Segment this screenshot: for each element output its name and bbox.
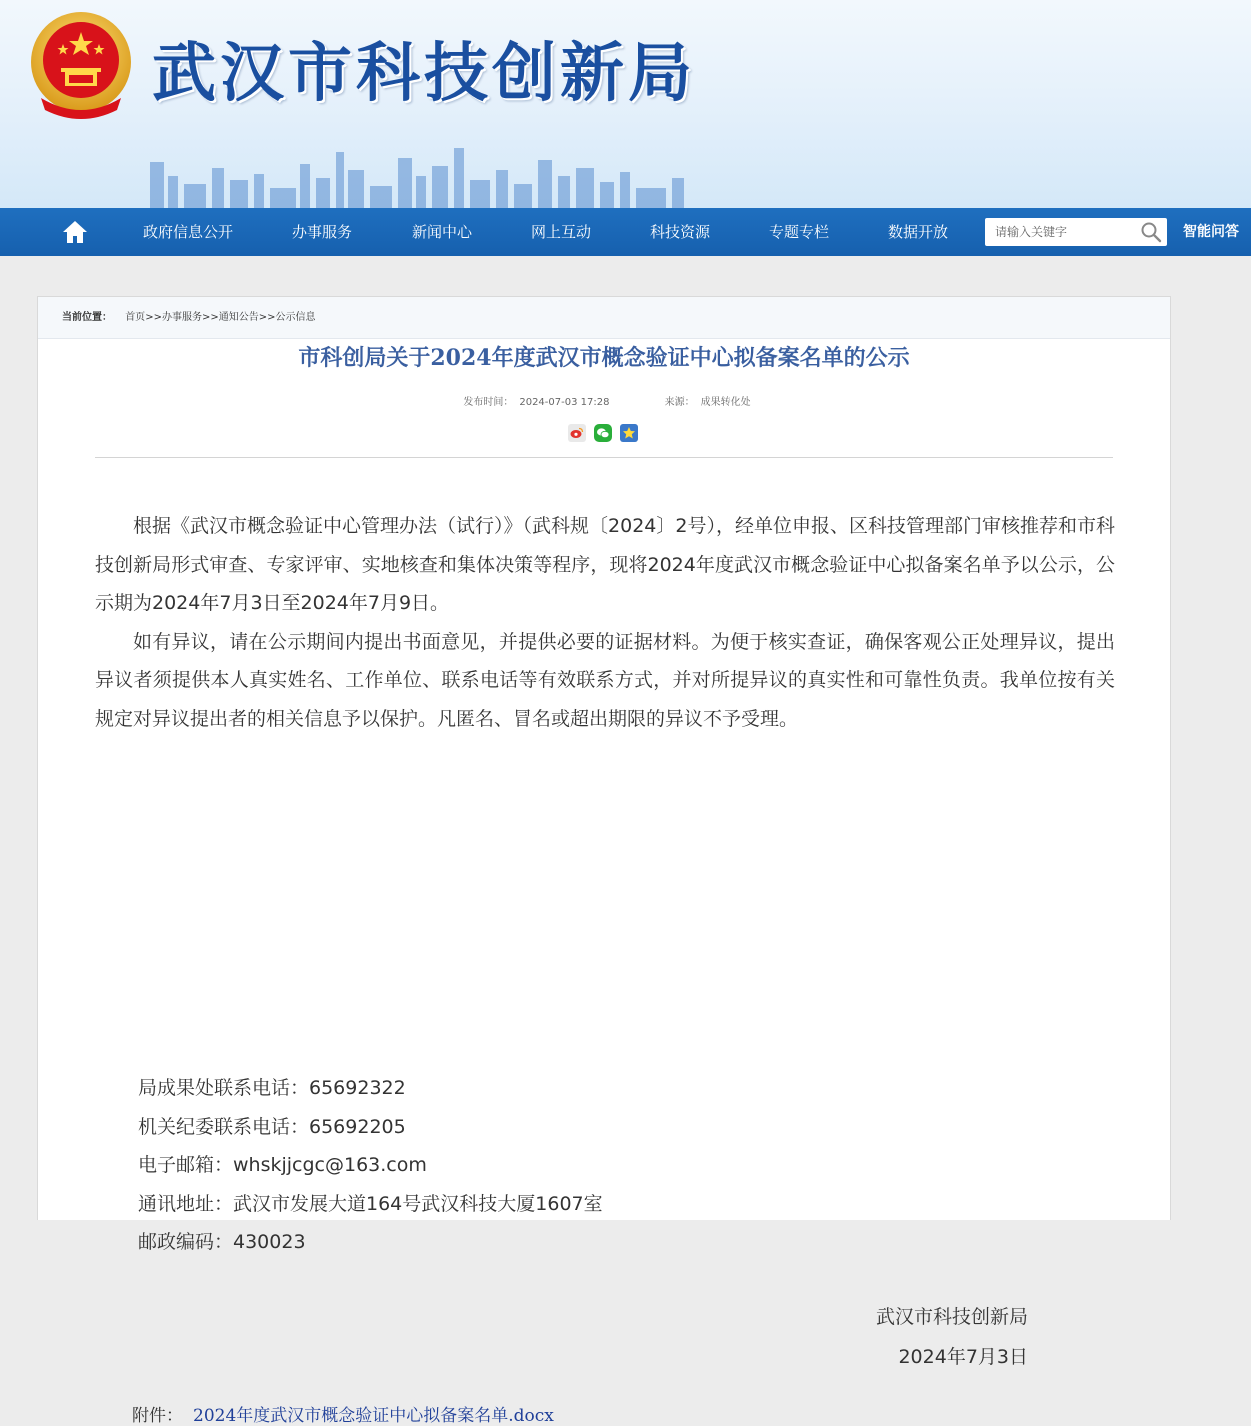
article-paragraph: 如有异议，请在公示期间内提出书面意见，并提供必要的证据材料。为便于核实查证，确保客观公正处理异议，提出异议者须提供本人真实姓名、工作单位、联系电话等有效联系方式，并对所提异议的真实性和可靠性负责。我单位按有关规定对异议提出者的相关信息予以保护。凡匿名、冒名或超出期限的异议不予受理。 [95,630,1115,730]
contact-line: 机关纪委联系电话：65692205 [138,1115,406,1138]
breadcrumb-separator: >> [201,312,219,323]
weibo-share-icon[interactable] [568,424,586,442]
attachment-link[interactable]: 2024年度武汉市概念验证中心拟备案名单.docx [193,1406,554,1426]
search-input[interactable] [985,218,1135,246]
main-nav [0,208,1251,256]
search-box [985,218,1167,246]
article-paragraph: 根据《武汉市概念验证中心管理办法（试行）》（武科规〔2024〕2号），经单位申报、区科技管理部门审核推荐和市科技创新局形式审查、专家评审、实地核查和集体决策等程序，现将2024年度武汉市概念验证中心拟备案名单予以公示，公示期为2024年7月3日至2024年7月9日。 [95,515,1115,614]
header-banner [0,0,1251,208]
breadcrumb-separator: >> [258,312,276,323]
signature-org: 武汉市科技创新局 [875,1306,1028,1328]
contact-line: 电子邮箱：whskjjcgc@163.com [138,1154,427,1176]
nav-item-services[interactable]: 办事服务 [292,223,353,241]
smart-qa-link[interactable]: 智能问答 [1183,224,1239,240]
share-buttons [568,424,638,442]
city-skyline-graphic [140,140,720,208]
article-body [95,507,1115,738]
breadcrumb-services[interactable]: 办事服务 [161,312,202,323]
nav-item-tech-resources[interactable]: 科技资源 [650,223,711,241]
site-title: 武汉市科技创新局 [152,36,696,111]
breadcrumb-separator: >> [145,312,162,323]
breadcrumb-notices[interactable]: 通知公告 [218,312,259,323]
article-title: 市科创局关于2024年度武汉市概念验证中心拟备案名单的公示 [298,345,910,371]
nav-item-news[interactable]: 新闻中心 [412,223,473,241]
breadcrumb-label: 当前位置： [62,312,112,323]
article-panel [37,296,1171,1426]
source-value: 成果转化处 [700,397,751,408]
breadcrumb [38,297,1170,339]
signature [876,1297,1028,1377]
contact-line: 邮政编码：430023 [138,1231,306,1253]
publish-time-label: 发布时间： [463,397,514,408]
breadcrumb-home[interactable]: 首页 [125,312,146,323]
national-emblem-icon [27,10,135,122]
title-divider [95,457,1113,458]
contact-line: 通讯地址：武汉市发展大道164号武汉科技大厦1607室 [138,1192,603,1215]
contact-line: 局成果处联系电话：65692322 [138,1077,406,1099]
wechat-share-icon[interactable] [594,424,612,442]
breadcrumb-publicity[interactable]: 公示信息 [275,312,316,323]
attachment [132,1401,554,1426]
article-meta [38,393,1170,408]
signature-date: 2024年7月3日 [898,1346,1028,1368]
nav-item-open-data[interactable]: 数据开放 [888,223,949,241]
search-icon[interactable] [1139,221,1163,243]
nav-item-special-topics[interactable]: 专题专栏 [769,223,830,241]
source-label: 来源： [664,397,695,408]
contact-info [138,1069,603,1262]
home-icon[interactable] [60,218,90,246]
publish-time: 2024-07-03 17:28 [519,397,610,408]
nav-item-interaction[interactable]: 网上互动 [531,223,592,241]
qzone-share-icon[interactable] [620,424,638,442]
nav-item-gov-info[interactable]: 政府信息公开 [143,223,234,241]
attachment-label: 附件： [132,1406,183,1426]
